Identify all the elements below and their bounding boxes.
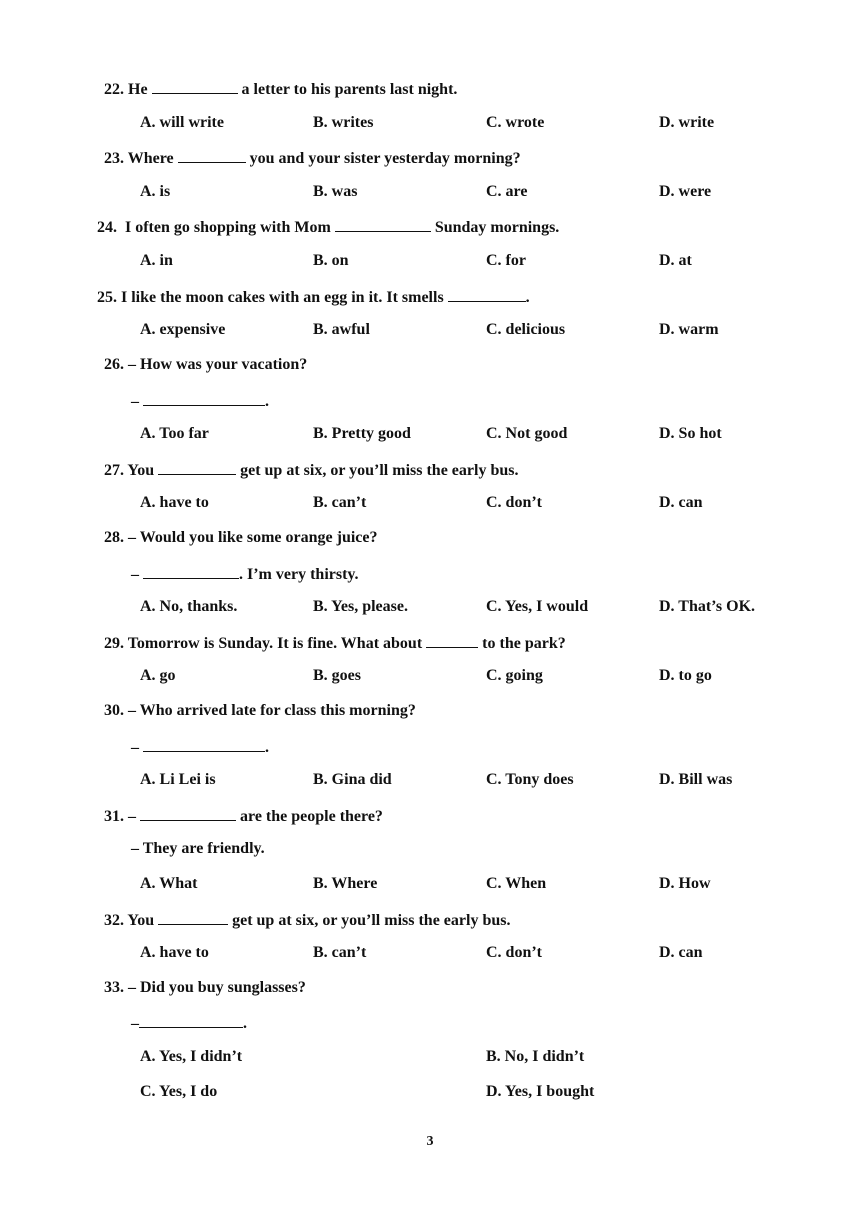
answer-blank[interactable] bbox=[140, 805, 236, 821]
question-30-stem: 30. – Who arrived late for class this morning? bbox=[104, 702, 416, 719]
option-a[interactable]: A. Yes, I didn’t bbox=[140, 1048, 243, 1065]
option-c[interactable]: C. Yes, I do bbox=[140, 1083, 218, 1100]
answer-blank[interactable] bbox=[335, 216, 431, 232]
option-b[interactable]: B. goes bbox=[313, 667, 361, 684]
question-32-stem: 32. You get up at six, or you’ll miss the early bus. bbox=[104, 909, 510, 931]
option-c[interactable]: C. are bbox=[486, 183, 528, 200]
question-26-stem: 26. – How was your vacation? bbox=[104, 356, 308, 373]
option-b[interactable]: B. can’t bbox=[313, 494, 367, 511]
option-b[interactable]: B. was bbox=[313, 183, 358, 200]
answer-blank[interactable] bbox=[426, 632, 478, 648]
option-a[interactable]: A. Li Lei is bbox=[140, 771, 216, 788]
answer-blank[interactable] bbox=[152, 78, 238, 94]
question-30-answer: – . bbox=[131, 736, 269, 758]
option-c[interactable]: C. delicious bbox=[486, 321, 566, 338]
option-d[interactable]: D. at bbox=[659, 252, 692, 269]
answer-blank[interactable] bbox=[178, 147, 246, 163]
option-a[interactable]: A. have to bbox=[140, 494, 209, 511]
option-b[interactable]: B. awful bbox=[313, 321, 370, 338]
option-c[interactable]: C. When bbox=[486, 875, 547, 892]
option-d[interactable]: D. write bbox=[659, 114, 715, 131]
option-b[interactable]: B. Where bbox=[313, 875, 378, 892]
option-a[interactable]: A. have to bbox=[140, 944, 209, 961]
answer-blank[interactable] bbox=[158, 909, 228, 925]
option-a[interactable]: A. is bbox=[140, 183, 171, 200]
option-a[interactable]: A. No, thanks. bbox=[140, 598, 238, 615]
option-d[interactable]: D. to go bbox=[659, 667, 712, 684]
question-27-stem: 27. You get up at six, or you’ll miss the early bus. bbox=[104, 459, 518, 481]
option-a[interactable]: A. in bbox=[140, 252, 173, 269]
option-b[interactable]: B. Pretty good bbox=[313, 425, 411, 442]
option-d[interactable]: D. How bbox=[659, 875, 711, 892]
page-number: 3 bbox=[426, 1134, 434, 1149]
answer-blank[interactable] bbox=[143, 563, 239, 579]
option-b[interactable]: B. writes bbox=[313, 114, 374, 131]
question-25-stem: 25. I like the moon cakes with an egg in it. It smells . bbox=[97, 286, 530, 308]
option-d[interactable]: D. were bbox=[659, 183, 712, 200]
question-33-answer: – . bbox=[131, 1012, 247, 1034]
question-31-answer: – They are friendly. bbox=[131, 840, 265, 857]
answer-blank[interactable] bbox=[139, 1012, 243, 1028]
option-d[interactable]: D. Bill was bbox=[659, 771, 733, 788]
option-c[interactable]: C. wrote bbox=[486, 114, 545, 131]
option-a[interactable]: A. will write bbox=[140, 114, 224, 131]
option-b[interactable]: B. can’t bbox=[313, 944, 367, 961]
option-a[interactable]: A. expensive bbox=[140, 321, 226, 338]
option-b[interactable]: B. No, I didn’t bbox=[486, 1048, 585, 1065]
answer-blank[interactable] bbox=[143, 390, 265, 406]
option-a[interactable]: A. go bbox=[140, 667, 176, 684]
option-d[interactable]: D. That’s OK. bbox=[659, 598, 756, 615]
option-b[interactable]: B. Gina did bbox=[313, 771, 392, 788]
question-24-stem: 24. I often go shopping with Mom Sunday mornings. bbox=[97, 216, 559, 238]
option-a[interactable]: A. Too far bbox=[140, 425, 209, 442]
option-c[interactable]: C. Tony does bbox=[486, 771, 574, 788]
option-d[interactable]: D. warm bbox=[659, 321, 719, 338]
question-23-stem: 23. Where you and your sister yesterday morning? bbox=[104, 147, 521, 169]
option-c[interactable]: C. Yes, I would bbox=[486, 598, 589, 615]
question-28-stem: 28. – Would you like some orange juice? bbox=[104, 529, 378, 546]
question-26-answer: – . bbox=[131, 390, 269, 412]
option-c[interactable]: C. going bbox=[486, 667, 543, 684]
option-a[interactable]: A. What bbox=[140, 875, 198, 892]
option-d[interactable]: D. Yes, I bought bbox=[486, 1083, 595, 1100]
option-b[interactable]: B. Yes, please. bbox=[313, 598, 408, 615]
question-31-stem: 31. – are the people there? bbox=[104, 805, 383, 827]
answer-blank[interactable] bbox=[143, 736, 265, 752]
answer-blank[interactable] bbox=[448, 286, 526, 302]
option-d[interactable]: D. can bbox=[659, 944, 703, 961]
option-c[interactable]: C. don’t bbox=[486, 944, 543, 961]
question-33-stem: 33. – Did you buy sunglasses? bbox=[104, 979, 306, 996]
option-c[interactable]: C. don’t bbox=[486, 494, 543, 511]
option-d[interactable]: D. So hot bbox=[659, 425, 722, 442]
question-22-stem: 22. He a letter to his parents last night. bbox=[104, 78, 457, 100]
question-28-answer: – . I’m very thirsty. bbox=[131, 563, 359, 585]
option-c[interactable]: C. for bbox=[486, 252, 526, 269]
option-c[interactable]: C. Not good bbox=[486, 425, 568, 442]
answer-blank[interactable] bbox=[158, 459, 236, 475]
question-29-stem: 29. Tomorrow is Sunday. It is fine. What about to the park? bbox=[104, 632, 566, 654]
option-d[interactable]: D. can bbox=[659, 494, 703, 511]
option-b[interactable]: B. on bbox=[313, 252, 349, 269]
